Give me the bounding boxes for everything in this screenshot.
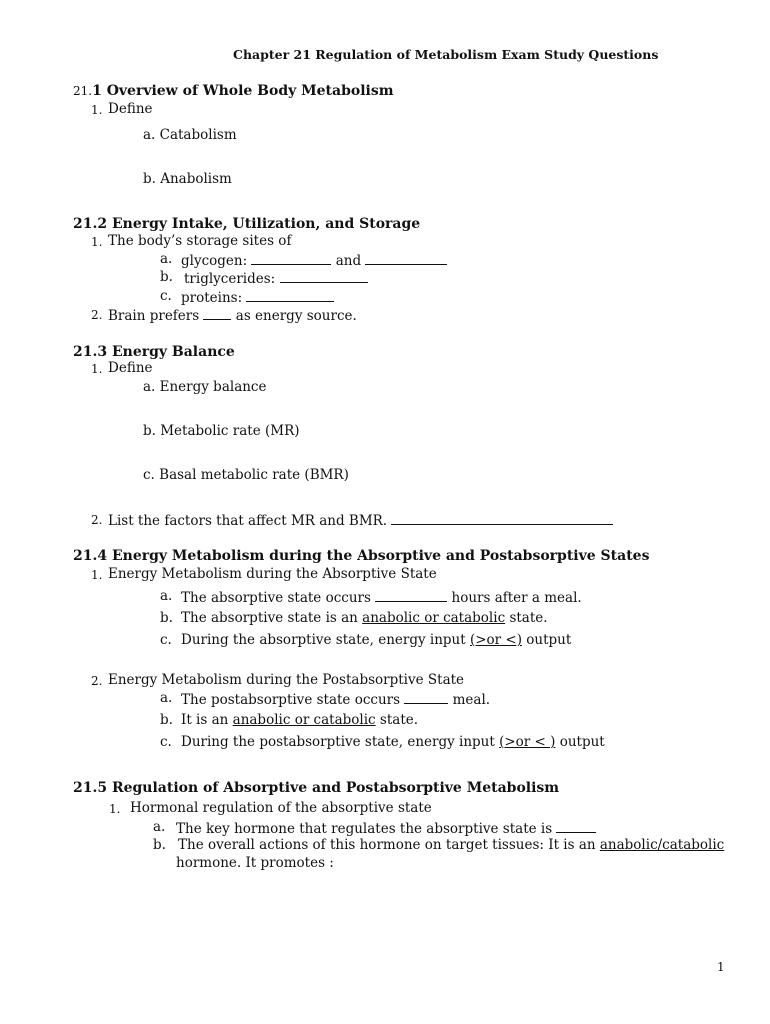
sub-item-label: a. xyxy=(160,690,173,706)
sub-item xyxy=(178,839,724,853)
sub-item xyxy=(181,736,605,750)
sub-item: a. Energy balance xyxy=(143,379,267,395)
section-21-5-heading: 21.5 Regulation of Absorptive and Postabsorptive Metabolism xyxy=(73,780,560,796)
sub-item-text: output xyxy=(526,632,572,648)
sub-item xyxy=(181,714,418,728)
sub-item-text: The absorptive state occurs xyxy=(181,590,371,606)
sub-item-continuation: hormone. It promotes : xyxy=(176,855,334,871)
question-text-part: Brain prefers xyxy=(108,308,200,324)
question-number: 1. xyxy=(91,568,103,582)
sub-item xyxy=(181,612,548,626)
sub-item-text: The absorptive state is an xyxy=(181,610,358,626)
choice-text[interactable]: (>or < ) xyxy=(499,734,556,750)
question-number: 2. xyxy=(91,308,103,322)
question-number: 1. xyxy=(91,362,103,376)
answer-blank[interactable] xyxy=(391,513,613,525)
question-number: 2. xyxy=(91,674,103,688)
sub-item-text: During the postabsorptive state, energy input xyxy=(181,734,495,750)
sub-item-text: output xyxy=(559,734,605,750)
sub-item-label: b. xyxy=(160,610,173,626)
sub-item-text: During the absorptive state, energy input xyxy=(181,632,466,648)
sub-item-text: glycogen: xyxy=(181,253,248,269)
question-text: Energy Metabolism during the Postabsorptive State xyxy=(108,672,465,688)
sub-item-label: b. xyxy=(160,269,173,285)
sub-item xyxy=(184,271,368,287)
question-text xyxy=(108,513,613,529)
sub-item-label: a. xyxy=(160,251,173,267)
sub-item-text: hours after a meal. xyxy=(451,590,582,606)
sub-item-text: proteins: xyxy=(181,290,243,306)
answer-blank[interactable] xyxy=(246,290,334,302)
sub-item: a. Catabolism xyxy=(143,127,237,143)
sub-item-text: The key hormone that regulates the absorptive state is xyxy=(176,821,553,837)
sub-item: c. Basal metabolic rate (BMR) xyxy=(143,467,349,483)
question-text: The body’s storage sites of xyxy=(108,233,292,249)
answer-blank[interactable] xyxy=(203,308,231,320)
sub-item xyxy=(181,590,582,606)
section-21-1-heading xyxy=(73,84,394,98)
answer-blank[interactable] xyxy=(251,253,331,265)
question-number: 2. xyxy=(91,513,103,527)
section-21-4-heading: 21.4 Energy Metabolism during the Absorptive and Postabsorptive States xyxy=(73,548,650,564)
answer-blank[interactable] xyxy=(280,271,368,283)
page-number: 1 xyxy=(717,960,725,974)
sub-item-text: The overall actions of this hormone on target tissues: It is an xyxy=(178,837,596,853)
question-text: Define xyxy=(108,101,153,117)
sub-item-label: b. xyxy=(160,712,173,728)
sub-item xyxy=(181,634,571,648)
choice-text[interactable]: anabolic/catabolic xyxy=(599,837,725,853)
sub-item-label: b. xyxy=(153,837,166,853)
choice-text[interactable]: (>or <) xyxy=(469,632,522,648)
question-text-part: List the factors that affect MR and BMR. xyxy=(108,513,388,529)
sub-item-text: and xyxy=(335,253,362,269)
sub-item-text: state. xyxy=(379,712,419,728)
sub-item-text: The postabsorptive state occurs xyxy=(181,692,401,708)
question-number: 1. xyxy=(91,103,103,117)
section-title: 1 Overview of Whole Body Metabolism xyxy=(92,83,394,99)
sub-item-text: meal. xyxy=(452,692,491,708)
sub-item xyxy=(181,290,334,306)
sub-item-label: c. xyxy=(160,288,172,304)
question-text: Hormonal regulation of the absorptive state xyxy=(130,800,432,816)
sub-item-label: c. xyxy=(160,632,172,648)
sub-item-label: a. xyxy=(160,588,173,604)
sub-item-text: It is an xyxy=(181,712,229,728)
answer-blank[interactable] xyxy=(556,821,596,833)
document-title: Chapter 21 Regulation of Metabolism Exam Study Questions xyxy=(233,47,659,62)
sub-item xyxy=(181,692,490,708)
choice-text[interactable]: anabolic or catabolic xyxy=(232,712,376,728)
section-number: 21. xyxy=(73,84,93,98)
question-text: Energy Metabolism during the Absorptive State xyxy=(108,566,437,582)
question-number: 1. xyxy=(91,235,103,249)
sub-item xyxy=(176,821,596,837)
section-21-3-heading: 21.3 Energy Balance xyxy=(73,344,235,360)
sub-item: b. Metabolic rate (MR) xyxy=(143,423,300,439)
question-text xyxy=(108,308,357,324)
answer-blank[interactable] xyxy=(365,253,447,265)
sub-item-text: triglycerides: xyxy=(184,271,276,287)
question-text-part: as energy source. xyxy=(235,308,357,324)
answer-blank[interactable] xyxy=(375,590,447,602)
choice-text[interactable]: anabolic or catabolic xyxy=(362,610,506,626)
question-number: 1. xyxy=(109,802,121,816)
answer-blank[interactable] xyxy=(404,692,448,704)
question-text: Define xyxy=(108,360,153,376)
sub-item-text: state. xyxy=(509,610,548,626)
sub-item: b. Anabolism xyxy=(143,171,232,187)
sub-item xyxy=(181,253,447,269)
section-21-2-heading: 21.2 Energy Intake, Utilization, and Storage xyxy=(73,216,421,232)
sub-item-label: c. xyxy=(160,734,172,750)
sub-item-label: a. xyxy=(153,819,166,835)
